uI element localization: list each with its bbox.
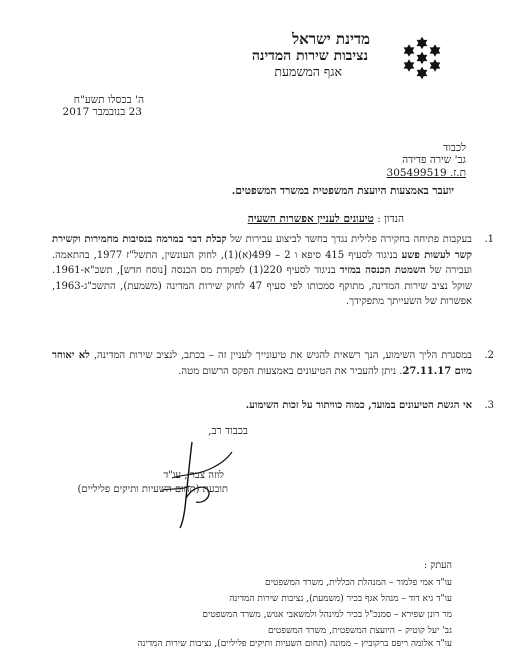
- paragraph-bold-text: קבלת דבר במרמה בנסיבות מחמירות וקשירת קשר לעשות פשע: [52, 234, 473, 261]
- cc-item: מר רונן שפירא – סמנכ"ל בכיר למינהל ולמשאבי אנוש, משרד המשפטים: [202, 610, 452, 620]
- paragraph-number: 1.: [484, 234, 494, 245]
- paragraph-text: בניגוד לסעיף 220(1) לפקודת מס הכנסה [נוסח חדש], תשכ"א-1961. שוקל נציב שירות המדינה, מתוקף סמכותו לפי סעיף 47 לחוק שירות המדינה (משמעת), התשכ"ג-1963, אפשרות של השעייתך מתפקידך.: [52, 265, 473, 307]
- paragraph-3: [52, 398, 494, 414]
- closing-greeting: בכבוד רב,: [208, 425, 248, 437]
- addressee-name: גב' שירה פדידה: [402, 154, 466, 166]
- subject-line: [104, 213, 404, 225]
- header-country: מדינת ישראל: [292, 30, 370, 48]
- cc-item: גב' יעל קוטיק – היועצת המשפטית, משרד המשפטים: [267, 626, 452, 636]
- header-department: אגף המשמעת: [274, 64, 342, 79]
- paragraph-number: 2.: [484, 350, 494, 361]
- paragraph-number: 3.: [484, 400, 494, 411]
- paragraph-text: בעקבות פתיחה בחקירה פלילית נגדך בחשד לביצוע עבירות של: [226, 234, 473, 245]
- date-gregorian: 23 בנובמבר 2017: [62, 106, 142, 118]
- state-emblem-stars-icon: [398, 34, 446, 82]
- subject-label: הנדון :: [377, 213, 404, 225]
- paragraph-bold-text: השמטת הכנסה במזיד: [339, 265, 426, 276]
- signatory-name: לוזה צברי, עו"ד: [163, 470, 224, 481]
- cc-item: עו"ד אמי פלמור – המנהלת הכללית, משרד המשפטים: [265, 578, 452, 588]
- signatory-title: תובעת (תחום השעיות ותיקים פליליים): [77, 484, 228, 495]
- addressee-salutation: לכבוד: [443, 142, 466, 154]
- subject-text: טיעונים לעניין אפשרות השעיה: [247, 213, 374, 225]
- paragraph-text: במסגרת הליך השימוע, הנך רשאית להגיש את טיעונייך לעניין זה – בכתב, לנציב שירות המדינה,: [89, 350, 472, 361]
- forwarding-note: יועבר באמצעות היועצת המשפטית במשרד המשפטים.: [231, 185, 454, 197]
- paragraph-text: בניגוד לסעיף 415 סיפא ו 2 – 499(א)(1), לחוק העונשין, התשל"ז 1977, בהתאמה. ועבירה של: [52, 249, 472, 276]
- cc-item: עו"ד אלומה ריפס ברקוביץ – ממונה (תחום השעיות ותיקים פליליים), נציבות שירות המדינה: [137, 639, 452, 649]
- paragraph-text: . ניתן להעביר את הטיעונים באמצעות הפקס הרשום מטה.: [178, 365, 403, 377]
- addressee-id: ת.ז. 305499519: [386, 167, 466, 179]
- paragraph-bold-text: לא יאוחר מיום 27.11.17: [52, 350, 472, 377]
- header-commission: נציבות שירות המדינה: [251, 48, 368, 64]
- cc-title: העתק :: [424, 560, 452, 571]
- paragraph-1: [52, 232, 494, 310]
- date-hebrew: ה' בכסלו תשע"ח: [73, 94, 144, 106]
- paragraph-2: [52, 348, 494, 379]
- paragraph-bold-text: אי הגשת הטיעונים במועד, כמוה כוויתור על זכות השימוע.: [245, 400, 472, 411]
- cc-item: עו"ד גיא דוד – מנהל אגף בכיר (משמעת), נציבות שירות המדינה: [229, 594, 452, 604]
